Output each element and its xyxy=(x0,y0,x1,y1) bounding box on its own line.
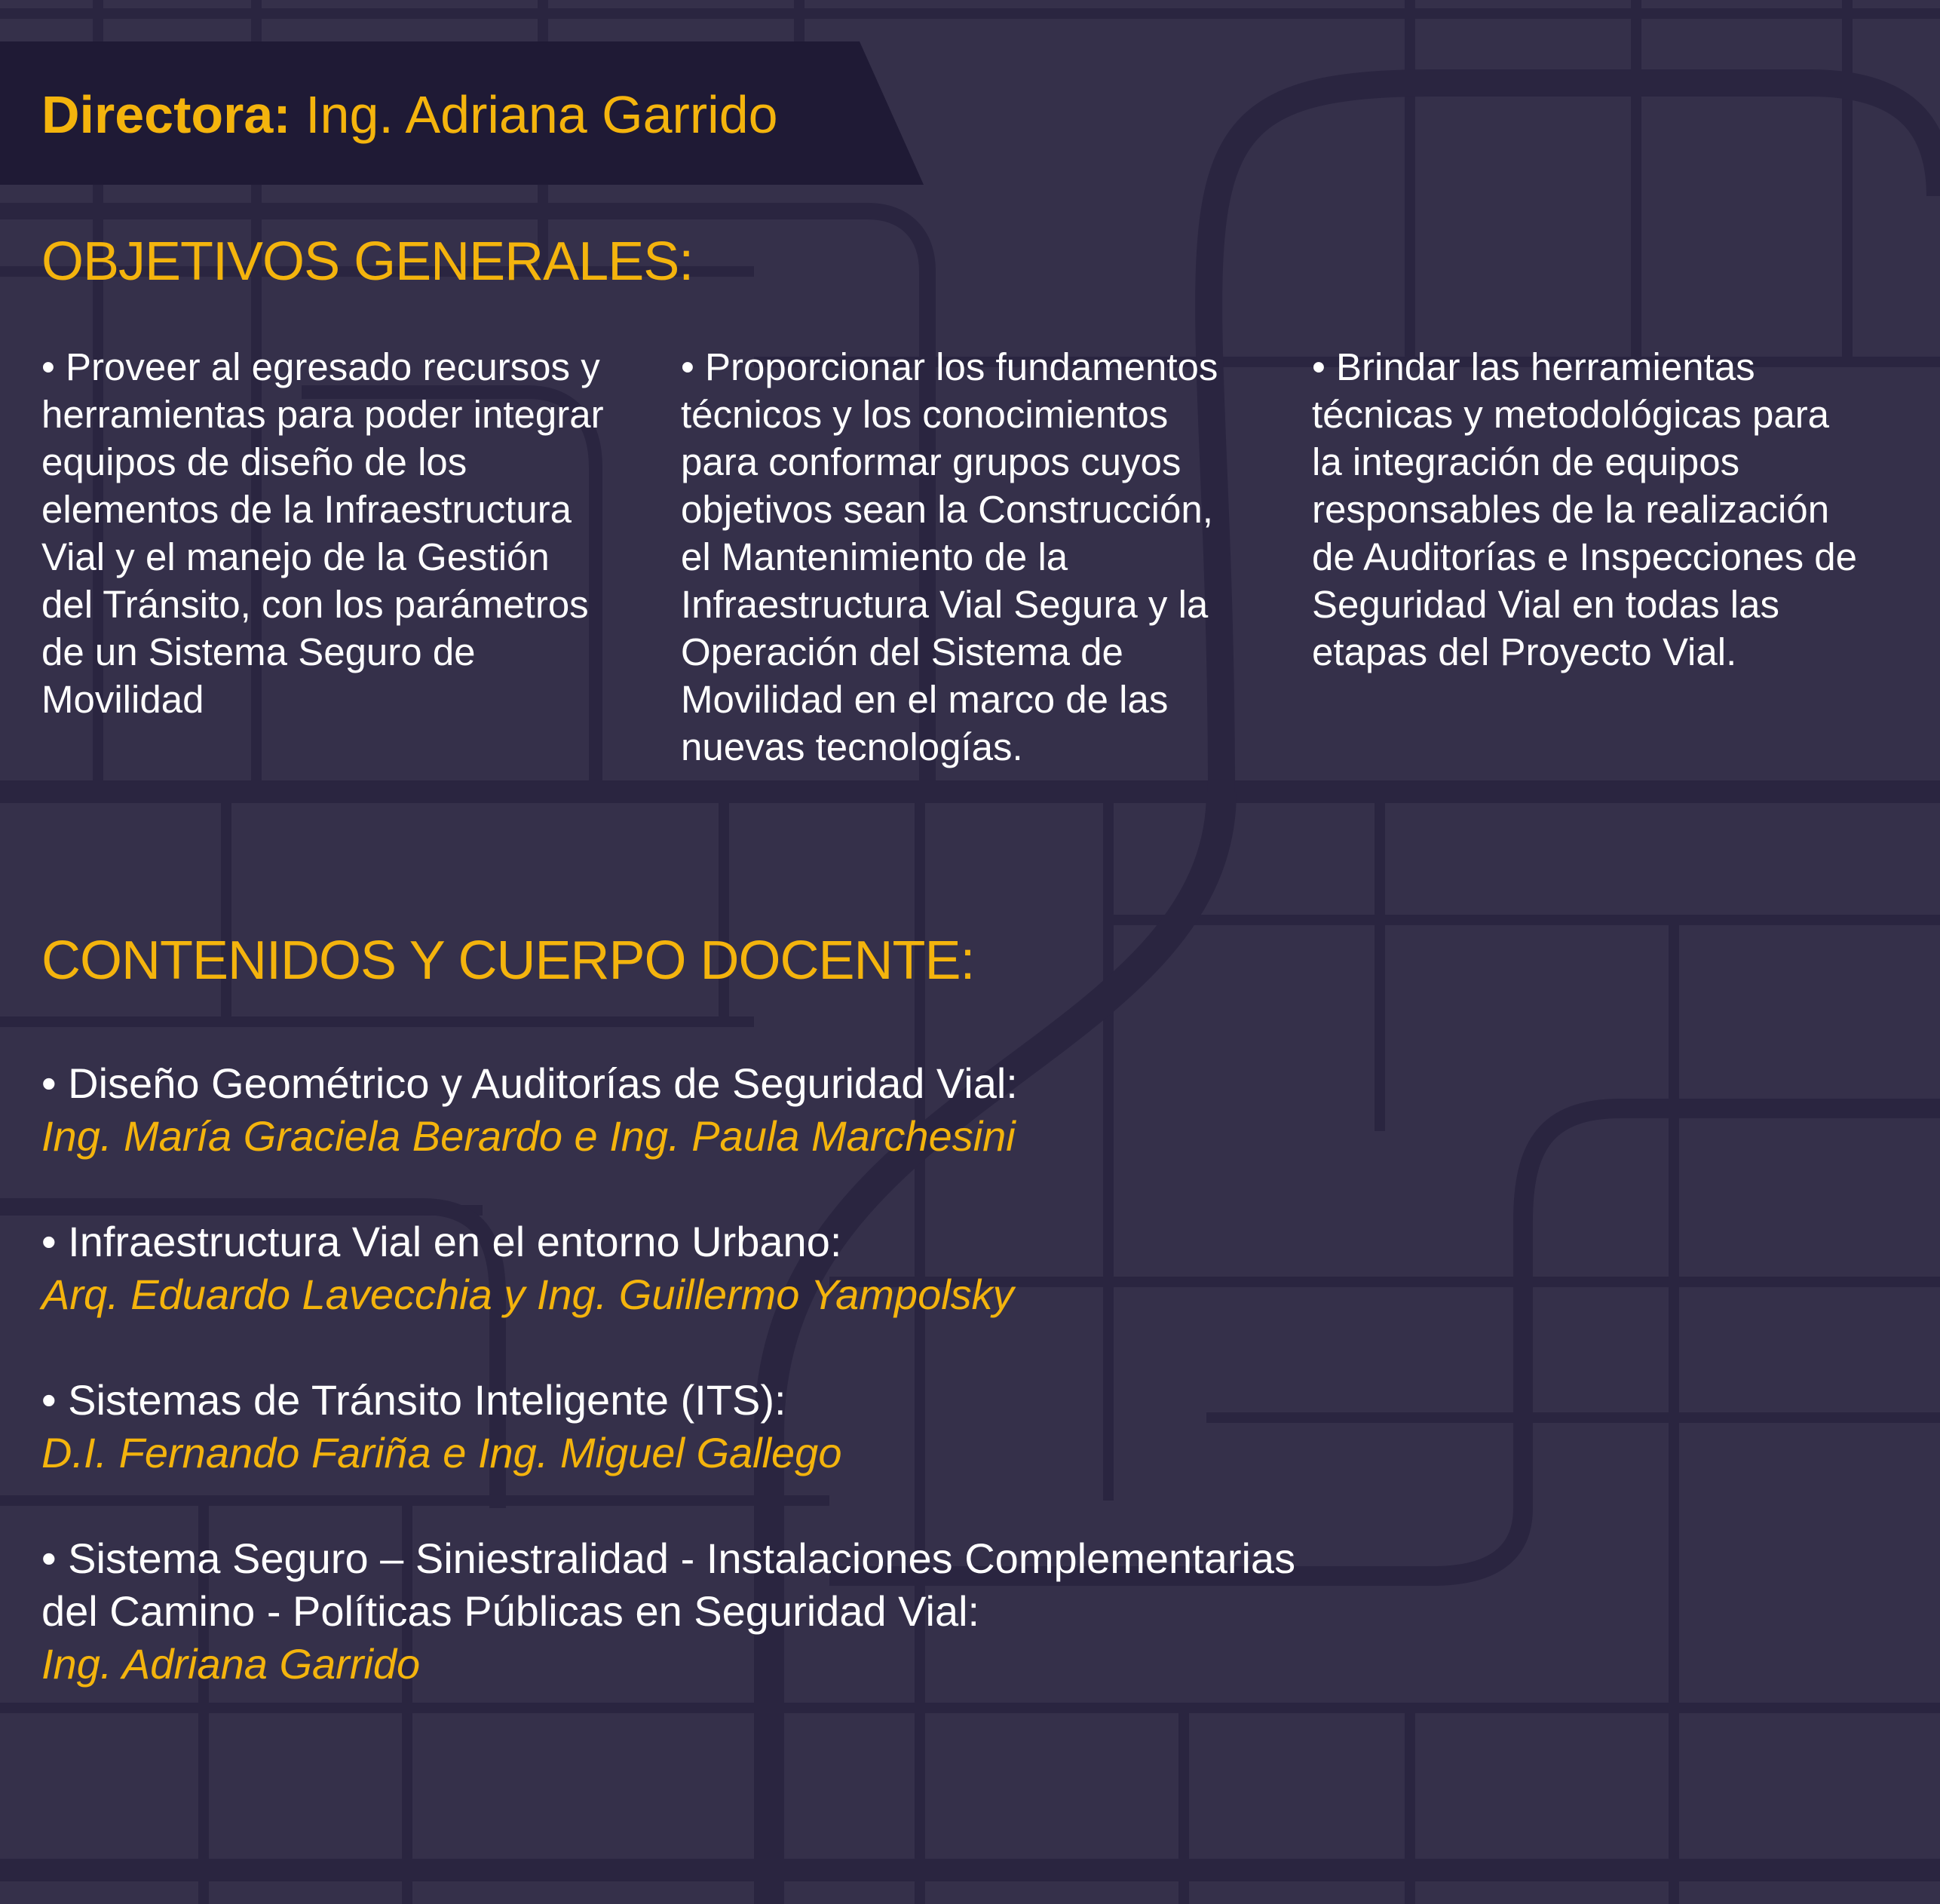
objective-line: de Auditorías e Inspecciones de xyxy=(1312,535,1857,578)
objective-line: Movilidad en el marco de las xyxy=(681,678,1169,721)
content-teachers: Arq. Eduardo Lavecchia y Ing. Guillermo Yampolsky xyxy=(41,1271,1014,1318)
content-item xyxy=(41,1057,1018,1163)
objective-line: responsables de la realización xyxy=(1312,488,1830,531)
content-subject: • Diseño Geométrico y Auditorías de Seguridad Vial: xyxy=(41,1059,1018,1107)
content-item xyxy=(41,1374,841,1479)
content-item xyxy=(41,1532,1295,1691)
objective-line: objetivos sean la Construcción, xyxy=(681,488,1213,531)
content-subject: • Sistema Seguro – Siniestralidad - Instalaciones Complementarias xyxy=(41,1535,1296,1582)
objective-line: elementos de la Infraestructura xyxy=(41,488,572,531)
objective-line: nuevas tecnologías. xyxy=(681,725,1023,768)
objective-line: herramientas para poder integrar xyxy=(41,393,604,436)
objective-line: Seguridad Vial en todas las xyxy=(1312,583,1779,626)
objective-line: la integración de equipos xyxy=(1312,440,1740,483)
objective-line: • Proporcionar los fundamentos xyxy=(681,345,1218,388)
content-item xyxy=(41,1216,1014,1321)
director-line xyxy=(41,84,778,145)
content-subject: • Infraestructura Vial en el entorno Urbano: xyxy=(41,1218,842,1265)
objective-line: Movilidad xyxy=(41,678,204,721)
contents-title: CONTENIDOS Y CUERPO DOCENTE: xyxy=(41,931,975,991)
objective-line: técnicas y metodológicas para xyxy=(1312,393,1830,436)
objective-line: del Tránsito, con los parámetros xyxy=(41,583,589,626)
content-teachers: D.I. Fernando Fariña e Ing. Miguel Gallego xyxy=(41,1429,842,1476)
objective-line: para conformar grupos cuyos xyxy=(681,440,1181,483)
objective-line: Infraestructura Vial Segura y la xyxy=(681,583,1209,626)
objective-item xyxy=(1312,343,1857,676)
objective-line: de un Sistema Seguro de xyxy=(41,630,476,673)
director-name: Ing. Adriana Garrido xyxy=(305,85,778,144)
objective-line: • Proveer al egresado recursos y xyxy=(41,345,600,388)
director-label: Directora: xyxy=(41,85,291,144)
content-teachers: Ing. Adriana Garrido xyxy=(41,1640,421,1688)
objectives-title: OBJETIVOS GENERALES: xyxy=(41,231,694,292)
content-teachers: Ing. María Graciela Berardo e Ing. Paula Marchesini xyxy=(41,1112,1016,1160)
objective-line: Operación del Sistema de xyxy=(681,630,1123,673)
objective-line: Vial y el manejo de la Gestión xyxy=(41,535,550,578)
objective-line: etapas del Proyecto Vial. xyxy=(1312,630,1737,673)
objective-line: el Mantenimiento de la xyxy=(681,535,1068,578)
content-subject: del Camino - Políticas Públicas en Seguridad Vial: xyxy=(41,1587,980,1635)
objective-item xyxy=(681,343,1218,771)
objective-line: • Brindar las herramientas xyxy=(1312,345,1755,388)
content-subject: • Sistemas de Tránsito Inteligente (ITS): xyxy=(41,1376,786,1424)
objective-line: equipos de diseño de los xyxy=(41,440,467,483)
objective-item xyxy=(41,343,604,723)
objective-line: técnicos y los conocimientos xyxy=(681,393,1169,436)
